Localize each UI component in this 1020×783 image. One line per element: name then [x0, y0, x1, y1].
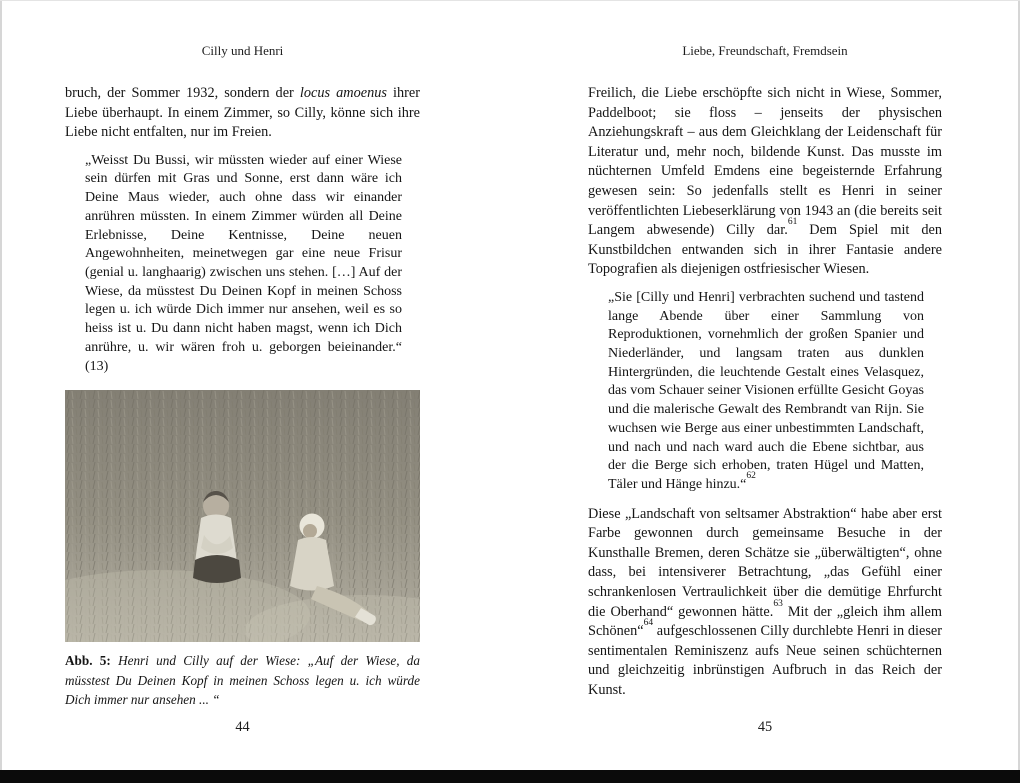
caption-text: Henri und Cilly auf der Wiese: „Auf der Wiese, da müsstest Du Deinen Kopf in meinen Schoss legen u. ich würde Dich immer nur ansehen ... “: [65, 653, 420, 708]
text-run: Mit der „gleich ihm allem Schönen“: [588, 603, 942, 640]
text-run: bruch, der Sommer 1932, sondern der: [65, 85, 300, 101]
paragraph-closing: [588, 505, 942, 701]
footnote-ref-62: 62: [746, 471, 756, 482]
footnote-ref-61: 61: [787, 217, 798, 228]
scan-edge-bottom: [0, 770, 1020, 783]
text-run: aufgeschlossenen Cilly durchlebte Henri in dieser sentimentalen Reminiszenz aufs Neue seinen schüchternen und gleichzeitig inbrünstigen Aufbruch in das Reich der Kunst.: [588, 623, 942, 699]
latin-phrase: locus amoenus: [299, 85, 387, 101]
page-number-left: 44: [235, 719, 250, 735]
page-number-right: 45: [757, 719, 773, 735]
text-run: „Sie [Cilly und Henri] verbrachten suchend und tastend lange Abende über einer Sammlung von Reproduktionen, vornehmlich der großen Spanier und Niederländer, und langsam traten aus dunklen Hintergründen, die leuchtende Gestalt eines Velasquez, das vom Schauer seiner Visionen erfüllte Gesicht Goyas und die malerische Gewalt des Rembrandt van Rijn. Sie wuchsen wie Berge aus einer unbestimmten Landschaft, und nach und nach ward auch die Ebene sichtbar, aus der die Berge sich erhoben, traten Hügel und Matten, Täler und Hänge hinzu.“: [608, 289, 924, 492]
text-run: ihrer Liebe überhaupt. In einem Zimmer, so Cilly, könne sich ihre Liebe nicht entfalten, nur im Freien.: [65, 85, 420, 141]
text-run: Diese „Landschaft von seltsamer Abstraktion“ habe aber erst Farbe gewonnen durch gemeinsame Besuche in der Kunsthalle Bremen, deren Schätze sie „überwältigten“, ohne dass, bei intensiverer Betrachtung, „das Gefühl einer schrankenlosen Vertraulichkeit über die demütige Ehrfurcht die Oberhand“ gewonnen hätte.: [588, 505, 942, 620]
scan-edge-left: [0, 0, 2, 783]
page-right: [510, 0, 1020, 783]
block-quote-memoir: [608, 289, 942, 495]
figure: [65, 390, 420, 709]
scan-edge-top: [0, 0, 1020, 1]
footnote-ref-64: 64: [643, 618, 654, 629]
running-header-left: Cilly und Henri: [201, 43, 284, 58]
footnote-ref-63: 63: [773, 598, 783, 609]
text-run: Freilich, die Liebe erschöpfte sich nicht in Wiese, Sommer, Paddelboot; sie floss – jenseits der physischen Anziehungskraft – aus dem Gleichklang der Leidenschaft für Literatur und, mehr noch, bildende Kunst. Das musste im nüchternen Umfeld Emdens eine begeisternde Erfahrung gewesen sein: So jedenfalls stellt es Henri in seiner veröffentlichten Liebeserklärung von 1943 an (die bereits seit Langem abwesende) Cilly dar.: [588, 85, 942, 239]
photo-henri-cilly: [65, 390, 420, 642]
text-run: Dem Spiel mit den Kunstbildchen entwanden sich in ihrer Fantasie andere Topografien als diejenigen ostfriesischer Wiesen.: [588, 222, 942, 278]
running-header-right: Liebe, Freundschaft, Fremdsein: [682, 43, 848, 58]
block-quote-letter: „Weisst Du Bussi, wir müssten wieder auf einer Wiese sein dürfen mit Gras und Sonne, erst dann wäre ich Deine Maus wieder, auch ohne dass wir einander anrühren müssten. In einem Zimmer würden all Deine Erlebnisse, Deine Kentnisse, Deine neuen Angewohnheiten, meinetwegen gar eine neue Frisur (genial u. langhaarig) zwischen uns stehen. […] Auf der Wiese, da müsstest Du Deinen Kopf in meinen Schoss legen u. ich würde Dich immer nur ansehen, weil es so heiss ist u. Du dann nicht haben magst, wenn ich Dich anrühre, u. wir wären froh u. geborgen beieinander.“ (13): [85, 152, 402, 374]
paragraph-main: [588, 84, 942, 280]
caption-label: Abb. 5:: [65, 653, 111, 669]
figure-caption: [65, 651, 420, 709]
paragraph-intro: [65, 84, 420, 143]
